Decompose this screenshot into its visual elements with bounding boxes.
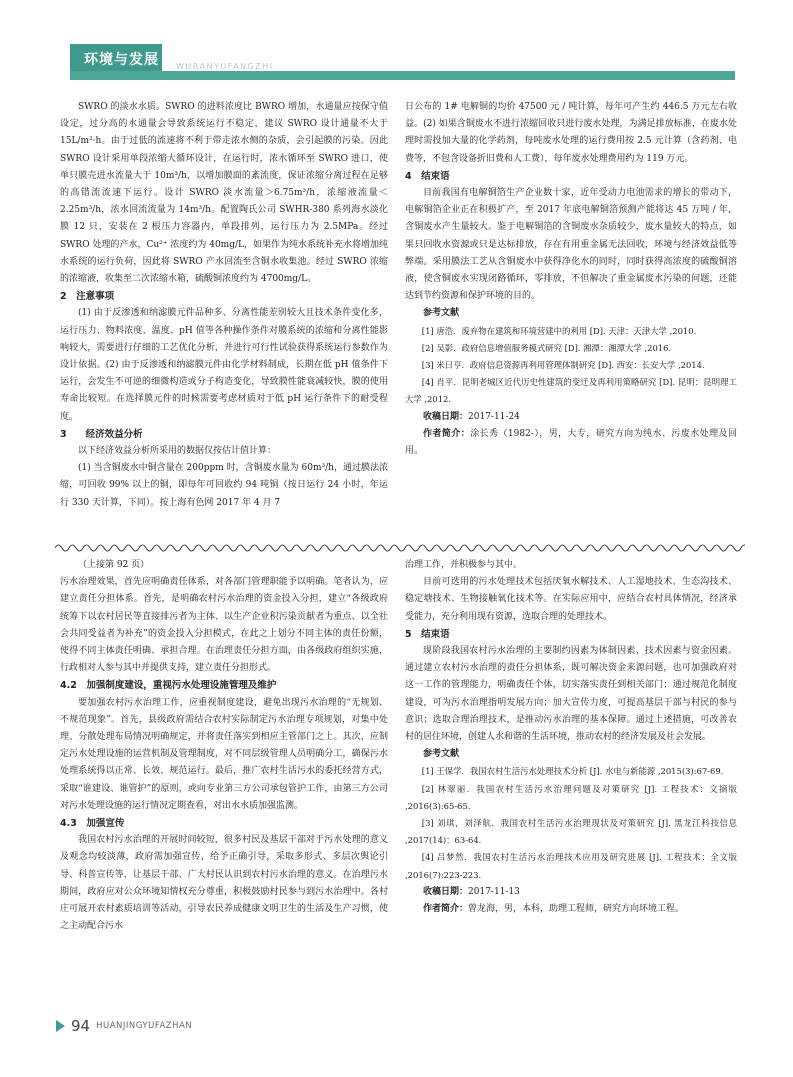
references-heading: 参考文献 bbox=[423, 749, 460, 760]
reference-item: [1] 王保学．我国农村生活污水处理技术分析 [J]. 水电与新能源 ,2015(3):67-69. bbox=[421, 766, 724, 777]
meta-line bbox=[405, 901, 737, 918]
section-divider bbox=[55, 541, 745, 555]
meta-line bbox=[405, 409, 737, 426]
column-bottom-left bbox=[60, 557, 388, 935]
reference-item: [4] 吕梦然．我国农村生活污水治理技术应用及研究进展 [J]. 工程技术：全文版 ,2016(7):223-223. bbox=[405, 852, 737, 880]
column-bottom-right bbox=[405, 557, 737, 918]
reference-item: [2] 林翠丽．我国农村生活污水治理问题及对策研究 [J]. 工程技术：文摘版 ,2016(3):65-65. bbox=[405, 783, 737, 811]
meta-value: 涂长秀（1982-），男，大专，研究方向为纯水、污废水处理及回用。 bbox=[405, 428, 737, 457]
paragraph: 污水治理效果，首先应明确责任体系，对各部门管理职能予以明确。笔者认为，应建立责任分担体系。首先，是明确农村污水治理的资金投入分担，建立“各级政府统筹下以农村居民等直接排污者为主体、以生产企业积污染贡献者为重点、以全社会共同受益者为补充”的资金投入分担模式，在此之上划分不同主体的责任份额，使得不同主体责任明确、承担合理。在治理责任分担方面，由各级政府组织实施，行政相对人参与其中并提供支持，建立责任分担形式。 bbox=[60, 577, 388, 674]
meta-line bbox=[405, 884, 737, 901]
paragraph: 现阶段我国农村污水治理的主要制约因素为体制因素、技术因素与资金因素。通过建立农村污水治理的责任分担体系，既可解决资金来源问题，也可加强政府对这一工作的管理能力，明确责任个体，切实落实责任到相关部门；通过规范化制度建设，可为污水治理指明发展方向；加大宣传力度，可提高基层干部与村民的参与意识；选取合理治理技术，是推动污水治理的基本保障。通过上述措施，可改善农村的居住环境，创建人水和谐的生活环境，推动农村的经济发展及社会发展。 bbox=[405, 646, 737, 743]
meta-label: 收稿日期： bbox=[423, 411, 469, 422]
meta-label: 作者简介： bbox=[423, 904, 469, 915]
section-heading: 4.2 加强制度建设，重视污水处理设施管理及维护 bbox=[60, 680, 277, 692]
reference-item: [4] 肖平．昆明老城区近代历史性建筑的变迁及再利用策略研究 [D]. 昆明：昆明理工大学 ,2012. bbox=[405, 377, 737, 405]
section-subtitle: WURANYUFANGZHI bbox=[176, 62, 274, 71]
paragraph: 我国农村污水治理的开展时间较短，很多村民及基层干部对于污水处理的意义及观念均较淡薄，政府需加强宣传，给予正确引导，采取多形式、多层次舆论引导、科普宣传等，让基层干部、广大村民认识到农村污水治理的意义。在治理污水期间，政府应对公众环境知情权充分尊重，积极鼓励村民参与到污水治理中。各村庄可展开农村素质培训等活动，引导农民养成健康文明卫生的生活及生产习惯，使之主动配合污水 bbox=[60, 835, 388, 932]
paragraph: 日公布的 1# 电解铜的均价 47500 元 / 吨计算，每年可产生约 446.5 万元左右收益。(2) 如果含铜废水不进行浓缩回收只进行废水处理，为满足排放标准，在废水处理时需投加大量的化学药剂，每吨废水处理的运行费用按 2.5 元计算（含药剂、电费等，不包含设备折旧费和人工费），每年废水处理费用约为 119 万元。 bbox=[405, 102, 737, 164]
reference-item: [2] 吴影．政府信息增值服务模式研究 [D]. 湘潭：湘潭大学 ,2016. bbox=[421, 342, 672, 353]
section-heading: 4 结束语 bbox=[405, 170, 450, 182]
paragraph: 目前可选用的污水处理技术包括厌氧水解技术、人工湿地技术、生态沟技术、稳定塘技术、生物接触氧化技术等。在实际应用中，应结合农村具体情况，经济承受能力，充分利用现有资源，选取合理的处理技术。 bbox=[405, 577, 737, 622]
footer-arrow-icon bbox=[56, 1020, 65, 1032]
page-header bbox=[0, 0, 793, 96]
page-footer bbox=[56, 1017, 192, 1035]
column-top-left bbox=[60, 99, 388, 512]
section-heading: 4.3 加强宣传 bbox=[60, 818, 125, 830]
paragraph: （上接第 92 页） bbox=[78, 560, 150, 570]
section-heading: 2 注意事项 bbox=[60, 291, 115, 303]
paragraph: 以下经济效益分析所采用的数据仅按估计值计算： bbox=[78, 446, 277, 457]
meta-label: 收稿日期： bbox=[423, 886, 469, 897]
column-top-right bbox=[405, 99, 737, 460]
paragraph: SWRO 的淡水水质。SWRO 的进料浓度比 BWRO 增加，水通量应按保守值设定，过分高的水通量会导致系统运行不稳定，建议 SWRO 设计通量不大于 15L/m²·h。由于过低的流速将不利于带走浓水侧的杂质，会引起膜的污染。因此 SWRO 设计采用单段浓缩大循环设计，在运行时，浓水循环至 SWRO 进口，使单只膜壳进水流量大于 10m³/h，以增加膜面的紊流度，保证浓缩分离过程在足够的高错流流速下运行。设计 SWRO 淡水流量＞6.75m³/h，浓缩液流量＜2.25m³/h，浓水回流流量为 14m³/h。配置陶氏公司 SWHR-380 系列海水淡化膜 12 只，安装在 2 根压力容器内，单段排列，运行压力为 2.5MPa。经过 SWRO 处理的产水，Cu²⁺ 浓度约为 40mg/L，如果作为纯水系统补充水将增加纯水系统的运行负荷，因此将 SWRO 产水回流至含铜水收集池。经过 SWRO 浓缩的浓缩液，收集至二次浓缩水箱，硫酸铜浓度约为 4700mg/L。 bbox=[60, 102, 388, 285]
paragraph: 目前我国有电解铜箔生产企业数十家，近年受动力电池需求的增长的带动下，电解铜箔企业正在积极扩产，至 2017 年底电解铜箔预测产能将达 45 万吨 / 年，含铜废水产生量较大。鉴于电解铜箔的含铜废水杂质较少，废水量较大的特点，如果只回收水资源或只是达标排放，存在有用重金属无法回收，环境与经济效益低等弊端。采用膜法工艺从含铜废水中获得净化水的同时，同时获得高浓度的硫酸铜溶液，使含铜废水实现闭路循环，零排放，不但解决了重金属废水污染的问题，还能达到节约资源和保护环境的目的。 bbox=[405, 188, 737, 302]
paragraph: (1) 当含铜废水中铜含量在 200ppm 时，含铜废水量为 60m³/h，通过膜法浓缩，可回收 99% 以上的铜，即每年可回收约 94 吨铜（按日运行 24 小时，年运行 330 天计算，下同）。按上海有色网 2017 年 4 月 7 bbox=[60, 463, 388, 508]
section-heading: 5 结束语 bbox=[405, 628, 450, 640]
meta-value: 2017-11-13 bbox=[468, 886, 520, 897]
reference-item: [3] 刘琪，刘泽航．我国农村生活污水治理现状及对策研究 [J]. 黑龙江科技信息 ,2017(14)：63-64. bbox=[405, 818, 737, 846]
header-rule bbox=[70, 71, 735, 80]
reference-item: [1] 唐浩．废弃物在建筑和环境营建中的利用 [D]. 天津：天津大学 ,2010. bbox=[421, 325, 697, 336]
meta-line bbox=[405, 426, 737, 460]
paragraph: (1) 由于反渗透和纳滤膜元件品种多、分离性能差别较大且技术条件变化多，运行压力、物料浓度、温度、pH 值等各种操作条件对膜系统的浓缩和分离性能影响较大，需要进行仔细的工艺优化分析，并进行可行性试验获得系统运行参数作为设计依据。(2) 由于反渗透和纳滤膜元件由化学材料制成，长期在低 pH 值条件下运行，会发生不可逆的细微构造或分子构造变化，导致膜性能衰减较快，膜的使用寿命比较短。在选择膜元件的时候需要考虑材质对于低 pH 运行条件下的耐受程度。 bbox=[60, 308, 388, 422]
paragraph: 要加强农村污水治理工作，应重视制度建设，避免出现污水治理的“无规划、不规范现象”。首先，县级政府需结合农村实际制定污水治理专项规划，对集中处理、分散处理布局情况明确规定，并将责任落实到相应主管部门之上。其次，应制定污水处理设施的运营机制及管理制度，对不同层级管理人员明确分工，确保污水处理系统得以正常、长效、规范运行。最后，推广农村生活污水的委托经营方式，采取“谁建设、谁管护”的原则，或向专业第三方公司承包管护工作，由第三方公司对污水处理设施的运行情况定期查看，对出水水质加强监测。 bbox=[60, 697, 388, 811]
reference-item: [3] 米日亨．政府信息资源再利用管理体制研究 [D]. 西安：长安大学 ,2014. bbox=[421, 360, 705, 371]
section-title: 环境与发展 bbox=[84, 52, 159, 68]
meta-value: 2017-11-24 bbox=[468, 411, 520, 422]
paragraph: 治理工作，并积极参与其中。 bbox=[405, 560, 523, 570]
journal-name: HUANJINGYUFAZHAN bbox=[96, 1021, 193, 1031]
references-heading: 参考文献 bbox=[423, 308, 460, 319]
section-heading: 3 经济效益分析 bbox=[60, 428, 143, 440]
meta-value: 曾龙海，男，本科，助理工程师，研究方向环境工程。 bbox=[468, 904, 685, 915]
meta-label: 作者简介： bbox=[423, 428, 471, 439]
page-number: 94 bbox=[71, 1017, 91, 1035]
